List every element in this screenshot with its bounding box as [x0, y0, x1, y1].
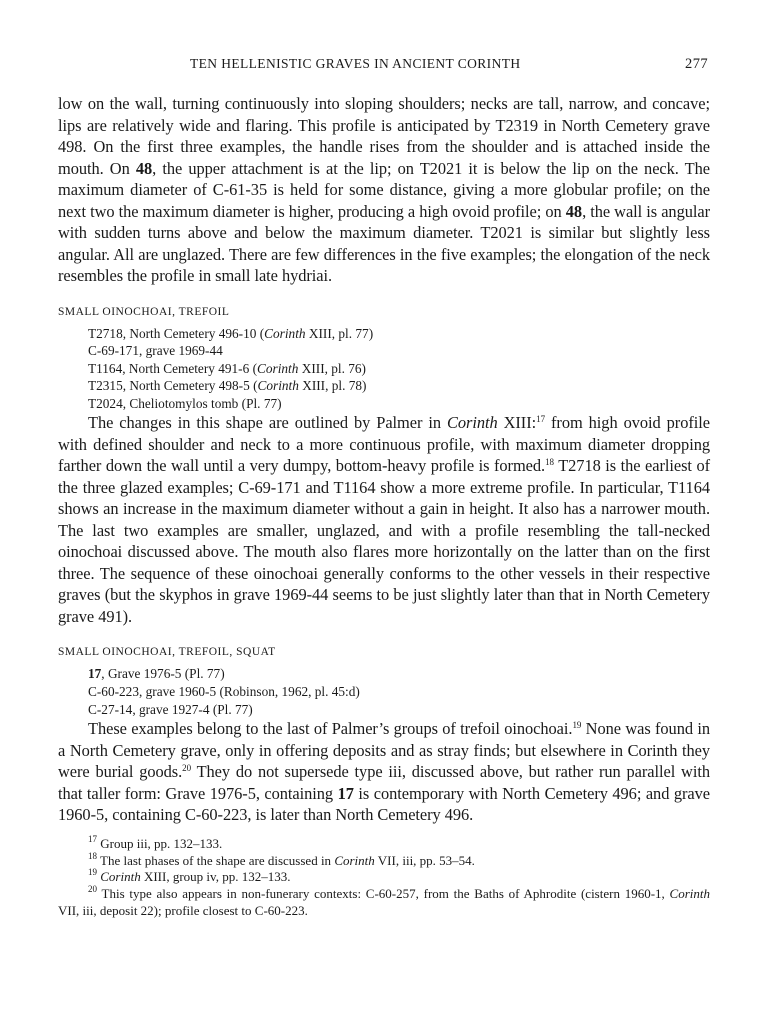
list-item: T2315, North Cemetery 498-5 (Corinth XIII, pl. 78) [88, 378, 367, 394]
section-heading-trefoil-squat: SMALL OINOCHOAI, TREFOIL, SQUAT [58, 646, 276, 659]
footnote-18: $^{18}$ The last phases of the shape are discussed in Corinth VII, iii, pp. 53–54. [88, 850, 475, 868]
list-item: T2718, North Cemetery 496-10 (Corinth XIII, pl. 77) [88, 325, 374, 341]
footnotes [58, 833, 710, 920]
specimen-list-trefoil [88, 325, 710, 413]
specimen-list-squat [88, 665, 710, 718]
paragraph-trefoil: The changes in this shape are outlined by Palmer in Corinth XIII:$^{17}$ from high ovoid profile with defined shoulder and neck to a more continuous profile, with maximum diameter dropping farther down the wall until a very dumpy, bottom-heavy profile is formed.$^{18}$ T2718 is the earliest of the three glazed examples; C-69-171 and T1164 show a more extreme profile. In particular, T1164 shows an increase in the maximum diameter without a gain in height. It also has a narrower mouth. The last two examples are smaller, unglazed, and with a profile resembling the tall-necked oinochoai discussed above. The mouth also flares more horizontally on the latter than on the first three. The sequence of these oinochoai generally conforms to the other vessels in their respective graves (but the skyphos in grave 1969-44 seems to be just slightly later than that in North Cemetery grave 491). [58, 413, 710, 626]
footnote-ref: 17 [536, 414, 546, 425]
list-item: T1164, North Cemetery 491-6 (Corinth XIII, pl. 76) [88, 360, 366, 376]
footnote-17: $^{17}$ Group iii, pp. 132–133. [88, 833, 223, 851]
section-heading-trefoil: SMALL OINOCHOAI, TREFOIL [58, 305, 230, 318]
footnote-ref: 20 [182, 763, 192, 774]
list-item: T2024, Cheliotomylos tomb (Pl. 77) [88, 395, 282, 411]
list-item: 17, Grave 1976-5 (Pl. 77) [88, 666, 225, 682]
paragraph-continuation: low on the wall, turning continuously into sloping shoulders; necks are tall, narrow, and concave; lips are relatively wide and flaring. This profile is anticipated by T2319 in North Cemetery grave 498. On the first three examples, the handle rises from the shoulder and is attached inside the mouth. On 48, the upper attachment is at the lip; on T2021 it is below the lip on the neck. The maximum diameter of C-61-35 is held for some distance, giving a more globular profile; on the next two the maximum diameter is higher, producing a high ovoid profile; on 48, the wall is angular with sudden turns above and below the maximum diameter. T2021 is similar but slightly less angular. All are unglazed. There are few differences in the five examples; the elongation of the neck resembles the profile in small late hydriai. [58, 94, 710, 285]
paragraph-squat: These examples belong to the last of Palmer’s groups of trefoil oinochoai.$^{19}$ None was found in a North Cemetery grave, only in offering deposits and as stray finds; but elsewhere in Corinth they were burial goods.$^{20}$ They do not supersede type iii, discussed above, but rather run parallel with that taller form: Grave 1976-5, containing 17 is contemporary with North Cemetery 496; and grave 1960-5, containing C-60-223, is later than North Cemetery 496. [58, 719, 710, 825]
running-header [58, 56, 710, 78]
page [58, 56, 710, 920]
page-number: 277 [685, 56, 708, 72]
footnote-19: $^{19}$ Corinth XIII, group iv, pp. 132–133. [88, 867, 291, 885]
list-item: C-27-14, grave 1927-4 (Pl. 77) [88, 701, 253, 717]
list-item: C-60-223, grave 1960-5 (Robinson, 1962, pl. 45:d) [88, 684, 360, 700]
footnote-ref: 18 [545, 457, 554, 468]
running-title: TEN HELLENISTIC GRAVES IN ANCIENT CORINTH [190, 56, 521, 71]
footnote-ref: 19 [572, 720, 582, 731]
list-item: C-69-171, grave 1969-44 [88, 343, 223, 359]
footnote-20: $^{20}$ This type also appears in non-funerary contexts: C-60-257, from the Baths of Aphrodite (cistern 1960-1, Corinth VII, iii, deposit 22); profile closest to C-60-223. [58, 884, 710, 918]
